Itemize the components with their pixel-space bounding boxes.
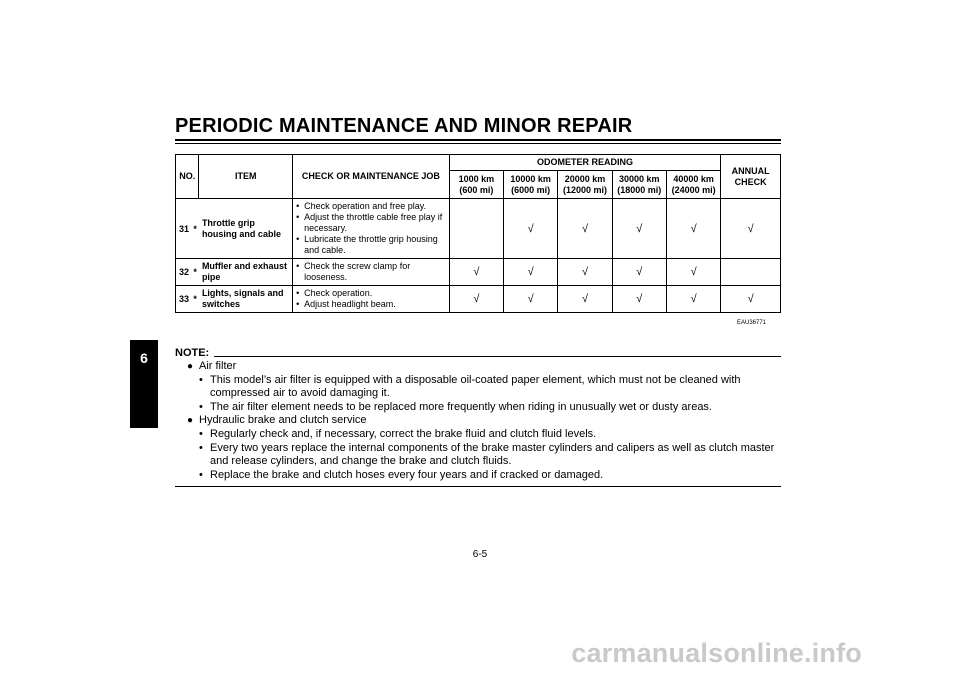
watermark[interactable]: carmanualsonline.info [571,638,862,668]
row-item: Throttle grip housing and cable [199,199,293,259]
note-group [187,360,783,374]
note-item: • This model’s air filter is equipped with a disposable oil-coated paper element, which must not be cleaned with compressed air to avoid damaging it. [199,373,741,400]
row-number: 33 [176,286,191,313]
note-bottom-rule [175,486,781,487]
title-rule [175,139,781,141]
odometer-col: 1000 km (600 mi) [449,171,503,199]
page-number: 6-5 [472,549,488,560]
check-cell: √ [666,199,720,259]
note-rule [214,356,781,357]
header-job: CHECK OR MAINTENANCE JOB [293,155,450,199]
note-body [187,360,783,482]
page-title: PERIODIC MAINTENANCE AND MINOR REPAIR [175,115,633,137]
check-cell: √ [504,286,558,313]
check-cell: √ [558,259,612,286]
title-rule-thin [175,143,781,144]
filled-circle-icon: ● [187,415,194,427]
bullet-icon: • [199,427,203,440]
check-cell: √ [449,259,503,286]
job-item: • Lubricate the throttle grip housing and cable. [296,234,446,256]
row-marker: * [190,259,199,286]
table-row [176,286,781,313]
row-item: Muffler and exhaust pipe [199,259,293,286]
check-cell: √ [449,286,503,313]
note-heading: NOTE: [175,347,210,359]
row-marker: * [190,199,199,259]
note-group-title: Air filter [199,360,237,372]
check-cell: √ [558,286,612,313]
filled-circle-icon: ● [187,361,194,372]
check-cell: √ [558,199,612,259]
odometer-col: 20000 km (12000 mi) [558,171,612,199]
check-cell [721,259,781,286]
note-group [187,414,783,428]
chapter-tab[interactable]: 6 [130,340,158,428]
check-cell: √ [666,259,720,286]
note-item: • Replace the brake and clutch hoses every four years and if cracked or damaged. [199,468,604,481]
note-item: • Regularly check and, if necessary, correct the brake fluid and clutch fluid levels. [199,427,597,440]
bullet-icon: • [199,400,203,413]
check-cell: √ [721,199,781,259]
note-group-title: Hydraulic brake and clutch service [199,414,367,427]
job-item: • Check the screw clamp for looseness. [296,261,446,283]
note-item: • Every two years replace the internal components of the brake master cylinders and calipers as well as clutch master and release cylinders, and change the brake and clutch fluids. [199,441,775,468]
row-marker: * [190,286,199,313]
header-no: NO. [176,155,199,199]
odometer-col: 10000 km (6000 mi) [504,171,558,199]
job-item: • Adjust the throttle cable free play if necessary. [296,212,446,234]
header-odometer: ODOMETER READING [449,155,721,171]
check-cell: √ [666,286,720,313]
check-cell: √ [504,259,558,286]
job-item: • Check operation and free play. [296,201,446,212]
bullet-icon: • [199,468,203,481]
odometer-col: 40000 km (24000 mi) [666,171,720,199]
check-cell [449,199,503,259]
check-cell: √ [612,259,666,286]
header-item: ITEM [199,155,293,199]
table-row [176,259,781,286]
check-cell: √ [721,286,781,313]
check-cell: √ [504,199,558,259]
row-jobs [293,199,450,259]
row-jobs [293,286,450,313]
check-cell: √ [612,199,666,259]
table-row [176,199,781,259]
maintenance-table [175,154,781,313]
header-annual: ANNUAL CHECK [721,155,781,199]
job-item: • Check operation. [296,288,446,299]
bullet-icon: • [199,373,203,386]
row-item: Lights, signals and switches [199,286,293,313]
bullet-icon: • [199,441,203,454]
check-cell: √ [612,286,666,313]
note-item: • The air filter element needs to be replaced more frequently when riding in unusually wet or dusty areas. [199,400,712,413]
odometer-col: 30000 km (18000 mi) [612,171,666,199]
doc-code: EAU36771 [737,320,767,326]
row-jobs [293,259,450,286]
row-number: 31 [176,199,191,259]
row-number: 32 [176,259,191,286]
job-item: • Adjust headlight beam. [296,299,446,310]
